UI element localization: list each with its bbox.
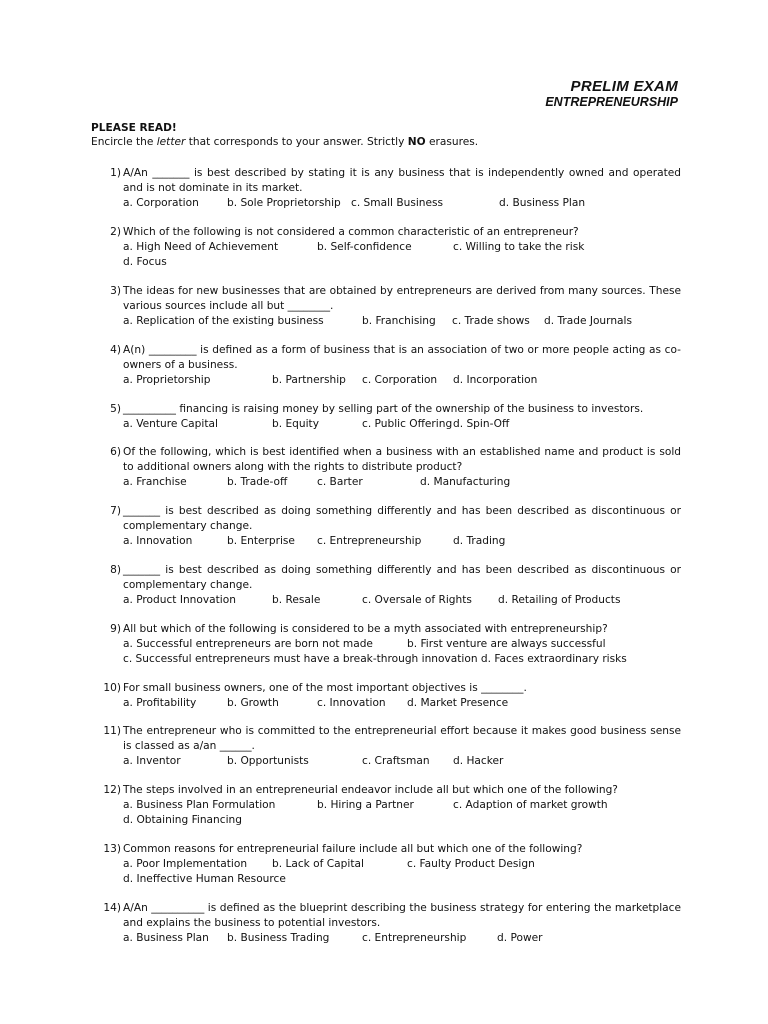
answer-option[interactable]: c. Adaption of market growth — [453, 799, 608, 811]
question-number: 7) — [110, 505, 121, 517]
answer-options-row — [123, 593, 681, 608]
question-2 — [97, 225, 681, 270]
answer-option[interactable]: c. Faulty Product Design — [407, 858, 535, 870]
answer-option[interactable]: b. Opportunists — [227, 755, 309, 767]
answer-option[interactable]: b. Business Trading — [227, 932, 330, 944]
answer-option[interactable]: d. Business Plan — [499, 197, 586, 209]
answer-option[interactable]: a. Product Innovation — [123, 594, 236, 606]
question-text: The ideas for new businesses that are obtained by entrepreneurs are derived from many sources. These various sources include all but ________. — [123, 285, 681, 312]
question-14 — [97, 901, 681, 946]
answer-option[interactable]: b. Resale — [272, 594, 321, 606]
answer-options-row — [123, 872, 681, 887]
answer-options-row — [123, 534, 681, 549]
answer-option[interactable]: c. Corporation — [362, 374, 438, 386]
exam-title: PRELIM EXAM — [570, 78, 678, 95]
answer-option[interactable]: c. Barter — [317, 476, 363, 488]
instructions-text: Encircle the letter that corresponds to your answer. Strictly NO erasures. — [91, 136, 479, 148]
answer-options-row — [123, 931, 681, 946]
answer-option[interactable]: b. First venture are always successful — [407, 638, 606, 650]
answer-option[interactable]: b. Hiring a Partner — [317, 799, 414, 811]
answer-option[interactable]: a. Inventor — [123, 755, 181, 767]
question-number: 2) — [110, 226, 121, 238]
answer-option[interactable]: d. Power — [497, 932, 543, 944]
answer-option[interactable]: c. Successful entrepreneurs must have a break-through innovation d. Faces extraordinary risks — [123, 653, 627, 665]
answer-options-row — [123, 240, 681, 255]
question-number: 8) — [110, 564, 121, 576]
answer-option[interactable]: c. Trade shows — [452, 315, 530, 327]
question-8 — [97, 563, 681, 608]
answer-option[interactable]: a. High Need of Achievement — [123, 241, 279, 253]
answer-options-row — [123, 255, 681, 270]
answer-option[interactable]: a. Replication of the existing business — [123, 315, 324, 327]
question-text: The steps involved in an entrepreneurial endeavor include all but which one of the following? — [123, 784, 618, 796]
answer-option[interactable]: a. Poor Implementation — [123, 858, 248, 870]
answer-option[interactable]: d. Hacker — [453, 755, 504, 767]
question-text: All but which of the following is considered to be a myth associated with entrepreneurship? — [123, 623, 608, 635]
question-text: A/An _______ is best described by stating it is any business that is independently owned and operated and is not dominate in its market. — [123, 167, 681, 194]
question-text: __________ financing is raising money by selling part of the ownership of the business to investors. — [123, 403, 644, 415]
question-number: 10) — [103, 682, 121, 694]
answer-option[interactable]: d. Incorporation — [453, 374, 538, 386]
answer-option[interactable]: c. Entrepreneurship — [362, 932, 467, 944]
question-text: _______ is best described as doing something differently and has been described as discontinuous or complementary change. — [123, 505, 681, 532]
answer-option[interactable]: a. Business Plan — [123, 932, 209, 944]
answer-option[interactable]: b. Self-confidence — [317, 241, 412, 253]
question-text: For small business owners, one of the most important objectives is ________. — [123, 682, 527, 694]
question-12 — [97, 783, 681, 828]
answer-option[interactable]: b. Franchising — [362, 315, 436, 327]
answer-option[interactable]: b. Sole Proprietorship — [227, 197, 341, 209]
answer-option[interactable]: c. Oversale of Rights — [362, 594, 472, 606]
question-13 — [97, 842, 681, 887]
answer-options-row — [123, 696, 681, 711]
answer-option[interactable]: b. Equity — [272, 418, 319, 430]
question-text: A/An __________ is defined as the blueprint describing the business strategy for entering the marketplace and explains the business to potential investors. — [123, 902, 681, 929]
answer-options-row — [123, 754, 681, 769]
answer-option[interactable]: a. Successful entrepreneurs are born not made — [123, 638, 373, 650]
question-6 — [97, 445, 681, 490]
question-number: 12) — [103, 784, 121, 796]
answer-option[interactable]: d. Trading — [453, 535, 506, 547]
answer-option[interactable]: d. Obtaining Financing — [123, 814, 242, 826]
question-number: 13) — [103, 843, 121, 855]
answer-option[interactable]: d. Manufacturing — [420, 476, 511, 488]
question-text: The entrepreneur who is committed to the entrepreneurial effort because it makes good business sense is classed as a/an ______. — [123, 725, 681, 752]
answer-options-row — [123, 196, 681, 211]
answer-option[interactable]: b. Lack of Capital — [272, 858, 364, 870]
answer-options-row — [123, 798, 681, 813]
question-text: _______ is best described as doing something differently and has been described as discontinuous or complementary change. — [123, 564, 681, 591]
question-5 — [97, 402, 681, 432]
answer-options-row — [123, 417, 681, 432]
question-10 — [97, 681, 681, 711]
answer-options-row — [123, 813, 681, 828]
question-number: 6) — [110, 446, 121, 458]
answer-option[interactable]: a. Proprietorship — [123, 374, 211, 386]
answer-option[interactable]: a. Innovation — [123, 535, 193, 547]
answer-option[interactable]: c. Public Offering — [362, 418, 453, 430]
answer-option[interactable]: c. Small Business — [351, 197, 444, 209]
question-number: 14) — [103, 902, 121, 914]
answer-option[interactable]: a. Business Plan Formulation — [123, 799, 276, 811]
answer-option[interactable]: b. Growth — [227, 697, 279, 709]
question-1 — [97, 166, 681, 211]
answer-options-row — [123, 314, 681, 329]
question-11 — [97, 724, 681, 769]
answer-option[interactable]: d. Ineffective Human Resource — [123, 873, 286, 885]
answer-option[interactable]: d. Retailing of Products — [498, 594, 621, 606]
question-text: A(n) _________ is defined as a form of business that is an association of two or more people acting as co-owners of a business. — [123, 344, 681, 371]
answer-option[interactable]: a. Franchise — [123, 476, 187, 488]
question-number: 5) — [110, 403, 121, 415]
question-number: 4) — [110, 344, 121, 356]
answer-option[interactable]: c. Willing to take the risk — [453, 241, 585, 253]
answer-option[interactable]: d. Spin-Off — [453, 418, 510, 430]
answer-option[interactable]: d. Focus — [123, 256, 167, 268]
answer-option[interactable]: b. Enterprise — [227, 535, 295, 547]
question-9 — [97, 622, 681, 667]
question-text: Of the following, which is best identified when a business with an established name and product is sold to additional owners along with the rights to distribute product? — [123, 446, 681, 473]
answer-option[interactable]: a. Venture Capital — [123, 418, 218, 430]
answer-options-row — [123, 475, 681, 490]
question-number: 3) — [110, 285, 121, 297]
answer-option[interactable]: d. Market Presence — [407, 697, 509, 709]
answer-option[interactable]: c. Innovation — [317, 697, 386, 709]
exam-subject: ENTREPRENEURSHIP — [545, 95, 678, 109]
question-3 — [97, 284, 681, 329]
answer-options-row — [123, 637, 681, 652]
answer-option[interactable]: c. Craftsman — [362, 755, 430, 767]
answer-options-row — [123, 857, 681, 872]
question-text: Which of the following is not considered a common characteristic of an entrepreneur? — [123, 226, 579, 238]
answer-options-row — [123, 373, 681, 388]
question-number: 11) — [103, 725, 121, 737]
answer-option[interactable]: b. Partnership — [272, 374, 346, 386]
answer-option[interactable]: a. Profitability — [123, 697, 197, 709]
question-number: 9) — [110, 623, 121, 635]
answer-option[interactable]: b. Trade-off — [227, 476, 288, 488]
instructions-heading: PLEASE READ! — [91, 122, 177, 134]
question-number: 1) — [110, 167, 121, 179]
question-7 — [97, 504, 681, 549]
answer-options-row — [123, 652, 681, 667]
question-4 — [97, 343, 681, 388]
answer-option[interactable]: d. Trade Journals — [544, 315, 632, 327]
answer-option[interactable]: c. Entrepreneurship — [317, 535, 422, 547]
question-text: Common reasons for entrepreneurial failure include all but which one of the following? — [123, 843, 583, 855]
answer-option[interactable]: a. Corporation — [123, 197, 199, 209]
